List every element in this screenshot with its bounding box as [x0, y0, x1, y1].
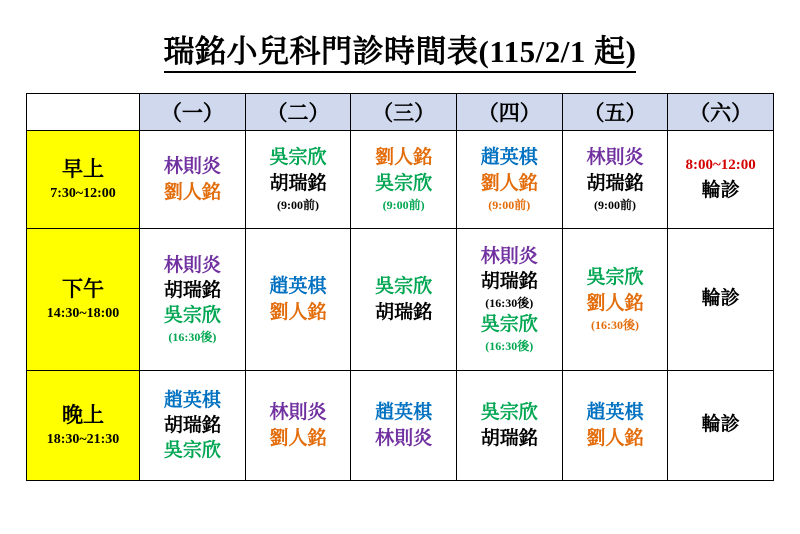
schedule-cell — [668, 229, 774, 371]
schedule-cell — [140, 371, 246, 481]
schedule-cell — [351, 371, 457, 481]
header-day-wed: （三） — [351, 94, 457, 131]
doctor-name: 胡瑞銘 — [269, 172, 327, 194]
doctor-name: 趙英棋 — [375, 402, 433, 424]
row-label-time: 7:30~12:00 — [50, 185, 116, 201]
doctor-name: 吳宗欣 — [480, 314, 538, 336]
doctor-name: 趙英棋 — [480, 147, 538, 169]
cell-note: (9:00前) — [593, 197, 636, 212]
schedule-cell — [245, 229, 351, 371]
doctor-name: 吳宗欣 — [480, 402, 538, 424]
page-title-text: 瑞銘小兒科門診時間表(115/2/1 起) — [164, 34, 637, 73]
schedule-cell — [562, 229, 668, 371]
cell-rotation: 輪診 — [701, 180, 740, 202]
cell-note: (9:00前) — [382, 197, 425, 212]
doctor-name: 趙英棋 — [586, 402, 644, 424]
row-label-time: 14:30~18:00 — [46, 305, 120, 321]
doctor-name: 劉人銘 — [269, 427, 327, 449]
doctor-name: 吳宗欣 — [163, 305, 221, 327]
cell-note: (16:30後) — [485, 296, 534, 311]
cell-note: (9:00前) — [276, 197, 319, 212]
doctor-name: 胡瑞銘 — [163, 279, 221, 301]
header-row — [27, 94, 774, 131]
header-day-mon: （一） — [140, 94, 246, 131]
cell-note: (9:00前) — [488, 197, 531, 212]
doctor-name: 吳宗欣 — [269, 147, 327, 169]
doctor-name: 趙英棋 — [269, 276, 327, 298]
schedule-cell — [668, 371, 774, 481]
header-day-fri: （五） — [562, 94, 668, 131]
table-body — [27, 131, 774, 481]
schedule-cell — [456, 371, 562, 481]
cell-note: (16:30後) — [590, 317, 639, 332]
cell-rotation: 輪診 — [701, 414, 740, 436]
clinic-schedule-table — [26, 93, 774, 481]
doctor-name: 吳宗欣 — [586, 267, 644, 289]
schedule-cell — [562, 131, 668, 229]
doctor-name: 林則炎 — [163, 254, 221, 276]
row-label-2 — [27, 229, 140, 371]
doctor-name: 胡瑞銘 — [375, 301, 433, 323]
schedule-cell — [351, 131, 457, 229]
schedule-cell — [140, 229, 246, 371]
doctor-name: 胡瑞銘 — [586, 172, 644, 194]
header-day-sat: （六） — [668, 94, 774, 131]
schedule-cell — [245, 371, 351, 481]
doctor-name: 劉人銘 — [163, 181, 221, 203]
row-label-3 — [27, 371, 140, 481]
schedule-row — [27, 371, 774, 481]
cell-time: 8:00~12:00 — [685, 157, 756, 174]
doctor-name: 林則炎 — [375, 427, 433, 449]
header-day-tue: （二） — [245, 94, 351, 131]
cell-note: (16:30後) — [485, 339, 534, 354]
doctor-name: 胡瑞銘 — [480, 427, 538, 449]
doctor-name: 劉人銘 — [269, 301, 327, 323]
table-header — [27, 94, 774, 131]
page-title — [0, 0, 800, 85]
schedule-cell — [456, 131, 562, 229]
doctor-name: 林則炎 — [269, 402, 327, 424]
doctor-name: 劉人銘 — [586, 292, 644, 314]
doctor-name: 劉人銘 — [375, 147, 433, 169]
doctor-name: 吳宗欣 — [163, 440, 221, 462]
schedule-cell — [351, 229, 457, 371]
doctor-name: 林則炎 — [480, 245, 538, 267]
schedule-row — [27, 131, 774, 229]
schedule-cell — [140, 131, 246, 229]
doctor-name: 林則炎 — [586, 147, 644, 169]
schedule-cell — [456, 229, 562, 371]
doctor-name: 胡瑞銘 — [480, 270, 538, 292]
doctor-name: 林則炎 — [163, 156, 221, 178]
cell-rotation: 輪診 — [701, 288, 740, 310]
schedule-cell — [562, 371, 668, 481]
schedule-row — [27, 229, 774, 371]
row-label-name: 晚上 — [62, 402, 104, 427]
doctor-name: 劉人銘 — [586, 427, 644, 449]
schedule-cell — [668, 131, 774, 229]
doctor-name: 胡瑞銘 — [163, 414, 221, 436]
row-label-name: 下午 — [62, 276, 104, 301]
doctor-name: 劉人銘 — [480, 172, 538, 194]
row-label-1 — [27, 131, 140, 229]
row-label-name: 早上 — [62, 156, 104, 181]
doctor-name: 吳宗欣 — [375, 276, 433, 298]
header-corner-cell — [27, 94, 140, 131]
schedule-cell — [245, 131, 351, 229]
header-day-thu: （四） — [456, 94, 562, 131]
doctor-name: 吳宗欣 — [375, 172, 433, 194]
row-label-time: 18:30~21:30 — [46, 431, 120, 447]
doctor-name: 趙英棋 — [163, 389, 221, 411]
cell-note: (16:30後) — [168, 330, 217, 345]
